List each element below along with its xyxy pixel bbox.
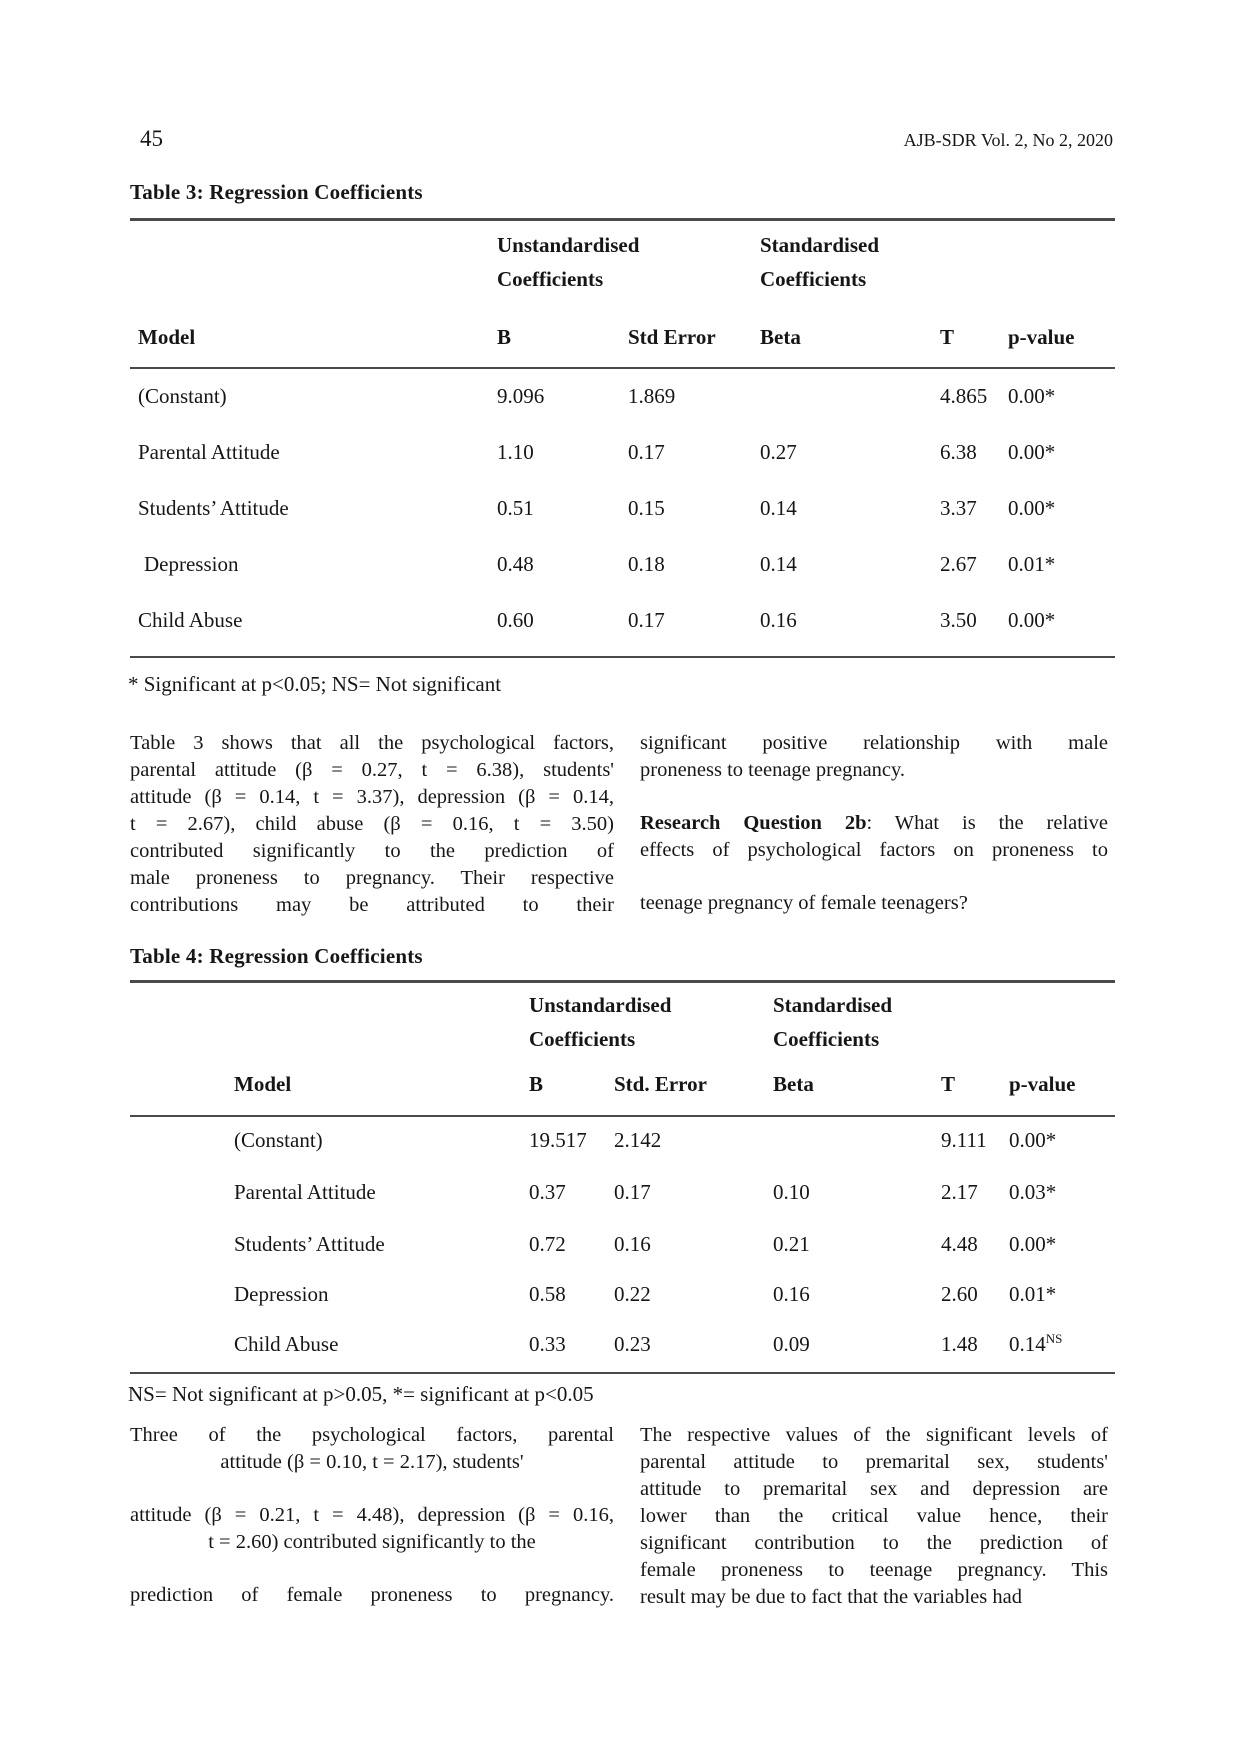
table4-group-unstandardised: Unstandardised Coefficients <box>529 993 672 1051</box>
table4-col-b: B <box>529 1072 544 1096</box>
table3-row3-std-error: 0.18 <box>628 552 665 576</box>
table3-row1-b: 1.10 <box>497 440 534 464</box>
table4-row2-p: 0.00* <box>1009 1232 1057 1256</box>
table3-row0-b: 9.096 <box>497 384 545 408</box>
table-row <box>130 1180 1115 1205</box>
table4-col-t: T <box>941 1072 956 1096</box>
table4 <box>130 980 1115 1374</box>
table3-row2-b: 0.51 <box>497 496 534 520</box>
research-question-line <box>640 810 1108 837</box>
paragraph-line: proneness to teenage pregnancy. <box>640 759 906 781</box>
table4-row2-b: 0.72 <box>529 1232 566 1256</box>
paragraph-line: attitude (β = 0.10, t = 2.17), students' <box>220 1451 524 1473</box>
table3-group-standardised: Standardised Coefficients <box>760 233 880 291</box>
paragraph-line: result may be due to fact that the variables had <box>640 1586 1022 1608</box>
table4-row1-model: Parental Attitude <box>234 1180 376 1204</box>
paragraph-line: attitude (β = 0.14, t = 3.37), depression (β = 0.14, <box>130 786 614 808</box>
table-row <box>130 608 1115 633</box>
table3 <box>130 218 1115 658</box>
table4-row1-b: 0.37 <box>529 1180 566 1204</box>
table4-row4-p: 0.14 <box>1009 1332 1046 1356</box>
table4-row1-beta: 0.10 <box>773 1180 810 1204</box>
table-row <box>130 384 1115 409</box>
table3-row3-t: 2.67 <box>940 552 977 576</box>
table3-footnote: * Significant at p<0.05; NS= Not significant <box>128 672 502 696</box>
table4-row3-t: 2.60 <box>941 1282 978 1306</box>
paragraph-gap <box>640 864 1108 890</box>
table4-row3-b: 0.58 <box>529 1282 566 1306</box>
table3-row4-p: 0.00* <box>1008 608 1056 632</box>
table4-row3-p: 0.01* <box>1009 1282 1057 1306</box>
table4-group-empty <box>130 988 529 1056</box>
paragraph-line: parental attitude to premarital sex, students' <box>640 1451 1108 1473</box>
paragraph-line: attitude (β = 0.21, t = 4.48), depression (β = 0.16, <box>130 1504 614 1526</box>
table3-row4-beta: 0.16 <box>760 608 797 632</box>
table3-col-t: T <box>940 325 955 349</box>
table4-row4-p-superscript: NS <box>1045 1331 1063 1346</box>
table4-group-header-row <box>130 988 1115 1056</box>
table4-row4-model: Child Abuse <box>234 1332 339 1356</box>
table3-row0-model: (Constant) <box>138 384 227 408</box>
table3-row0-beta <box>760 384 940 409</box>
paragraph-line: teenage pregnancy of female teenagers? <box>640 892 968 914</box>
table4-row1-p: 0.03* <box>1009 1180 1057 1204</box>
paragraph-gap <box>130 1556 614 1582</box>
table4-col-p-value: p-value <box>1009 1072 1076 1096</box>
paragraph-line: contributions may be attributed to their <box>130 894 614 916</box>
table4-col-beta: Beta <box>773 1072 814 1096</box>
table-row <box>130 440 1115 465</box>
table-row <box>130 1282 1115 1307</box>
table4-footnote: NS= Not significant at p>0.05, *= significant at p<0.05 <box>128 1382 594 1406</box>
research-question-label: Research Question 2b <box>640 812 867 834</box>
table3-group-empty <box>130 228 497 296</box>
table4-row4-b: 0.33 <box>529 1332 566 1356</box>
table3-group-header-row <box>130 228 1115 296</box>
table-row <box>130 1332 1115 1357</box>
paragraph-line: Table 3 shows that all the psychological factors, <box>130 732 614 754</box>
table4-group-standardised: Standardised Coefficients <box>773 993 893 1051</box>
table4-row1-t: 2.17 <box>941 1180 978 1204</box>
table4-row0-p: 0.00* <box>1009 1128 1057 1152</box>
table3-row2-p: 0.00* <box>1008 496 1056 520</box>
table3-row2-t: 3.37 <box>940 496 977 520</box>
table4-row4-p-cell <box>1009 1332 1115 1357</box>
table3-row3-beta: 0.14 <box>760 552 797 576</box>
paragraph-line: t = 2.67), child abuse (β = 0.16, t = 3.50) <box>130 813 614 835</box>
table-row <box>130 552 1115 577</box>
table3-row1-std-error: 0.17 <box>628 440 665 464</box>
table4-col-std-error: Std. Error <box>614 1072 707 1096</box>
table3-top-rule <box>130 218 1115 221</box>
table3-col-b: B <box>497 325 512 349</box>
table4-row1-std-error: 0.17 <box>614 1180 651 1204</box>
table4-row4-beta: 0.09 <box>773 1332 810 1356</box>
journal-header: AJB-SDR Vol. 2, No 2, 2020 <box>903 130 1113 150</box>
table3-row4-t: 3.50 <box>940 608 977 632</box>
table3-row3-model: Depression <box>144 552 239 576</box>
table4-header-rule <box>130 1115 1115 1117</box>
page-number: 45 <box>140 126 163 151</box>
body-bottom-left-column <box>130 1422 614 1609</box>
table4-row0-b: 19.517 <box>529 1128 587 1152</box>
table4-col-model: Model <box>234 1072 292 1096</box>
paragraph-line: significant positive relationship with male <box>640 732 1108 754</box>
table4-row0-beta <box>773 1128 941 1153</box>
paragraph-line: t = 2.60) contributed significantly to the <box>208 1531 536 1553</box>
research-question-text: : What is the relative <box>866 812 1108 834</box>
table3-col-beta: Beta <box>760 325 801 349</box>
table3-row0-std-error: 1.869 <box>628 384 676 408</box>
paragraph-gap <box>640 784 1108 810</box>
table3-row1-beta: 0.27 <box>760 440 797 464</box>
table3-row4-model: Child Abuse <box>138 608 243 632</box>
table4-column-header-row <box>130 1072 1115 1097</box>
paragraph-line: effects of psychological factors on proneness to <box>640 839 1108 861</box>
table4-row0-t: 9.111 <box>941 1128 987 1152</box>
paragraph-line: Three of the psychological factors, parental <box>130 1424 614 1446</box>
table3-header-rule <box>130 367 1115 369</box>
table3-caption: Table 3: Regression Coefficients <box>130 180 423 204</box>
paragraph-line: parental attitude (β = 0.27, t = 6.38), students' <box>130 759 614 781</box>
body-bottom-right-column <box>640 1422 1108 1611</box>
table3-col-std-error: Std Error <box>628 325 716 349</box>
table4-row2-beta: 0.21 <box>773 1232 810 1256</box>
table-row <box>130 1128 1115 1153</box>
table4-top-rule <box>130 980 1115 983</box>
table4-caption: Table 4: Regression Coefficients <box>130 944 423 968</box>
table-row <box>130 1232 1115 1257</box>
table4-row2-model: Students’ Attitude <box>234 1232 385 1256</box>
table3-group-unstandardised: Unstandardised Coefficients <box>497 233 640 291</box>
table3-col-p-value: p-value <box>1008 325 1075 349</box>
table4-row0-model: (Constant) <box>234 1128 323 1152</box>
paragraph-line: The respective values of the significant levels of <box>640 1424 1108 1446</box>
table4-row2-t: 4.48 <box>941 1232 978 1256</box>
table3-col-model: Model <box>138 325 196 349</box>
table4-row2-std-error: 0.16 <box>614 1232 651 1256</box>
table3-row0-t: 4.865 <box>940 384 988 408</box>
paragraph-line: significant contribution to the prediction of <box>640 1532 1108 1554</box>
paragraph-line: prediction of female proneness to pregnancy. <box>130 1584 614 1606</box>
table4-row3-model: Depression <box>234 1282 329 1306</box>
table4-row0-std-error: 2.142 <box>614 1128 662 1152</box>
paragraph-line: male proneness to pregnancy. Their respective <box>130 867 614 889</box>
table3-row3-b: 0.48 <box>497 552 534 576</box>
table3-row3-p: 0.01* <box>1008 552 1056 576</box>
table3-row1-p: 0.00* <box>1008 440 1056 464</box>
table3-row2-beta: 0.14 <box>760 496 797 520</box>
paragraph-line: lower than the critical value hence, their <box>640 1505 1108 1527</box>
paragraph-line: female proneness to teenage pregnancy. This <box>640 1559 1108 1581</box>
body-top-left-column <box>130 730 614 919</box>
table3-row1-model: Parental Attitude <box>138 440 280 464</box>
body-top-right-column <box>640 730 1108 917</box>
table3-row2-model: Students’ Attitude <box>138 496 289 520</box>
table4-bottom-rule <box>130 1372 1115 1374</box>
table-row <box>130 496 1115 521</box>
paragraph-line: contributed significantly to the prediction of <box>130 840 614 862</box>
table3-column-header-row <box>130 325 1115 350</box>
table3-row4-std-error: 0.17 <box>628 608 665 632</box>
table3-row2-std-error: 0.15 <box>628 496 665 520</box>
table4-row3-beta: 0.16 <box>773 1282 810 1306</box>
table4-row3-std-error: 0.22 <box>614 1282 651 1306</box>
table4-row4-std-error: 0.23 <box>614 1332 651 1356</box>
table3-bottom-rule <box>130 656 1115 658</box>
paragraph-line: attitude to premarital sex and depression are <box>640 1478 1108 1500</box>
table3-row1-t: 6.38 <box>940 440 977 464</box>
table3-row0-p: 0.00* <box>1008 384 1056 408</box>
paragraph-gap <box>130 1476 614 1502</box>
table4-row4-t: 1.48 <box>941 1332 978 1356</box>
table3-row4-b: 0.60 <box>497 608 534 632</box>
